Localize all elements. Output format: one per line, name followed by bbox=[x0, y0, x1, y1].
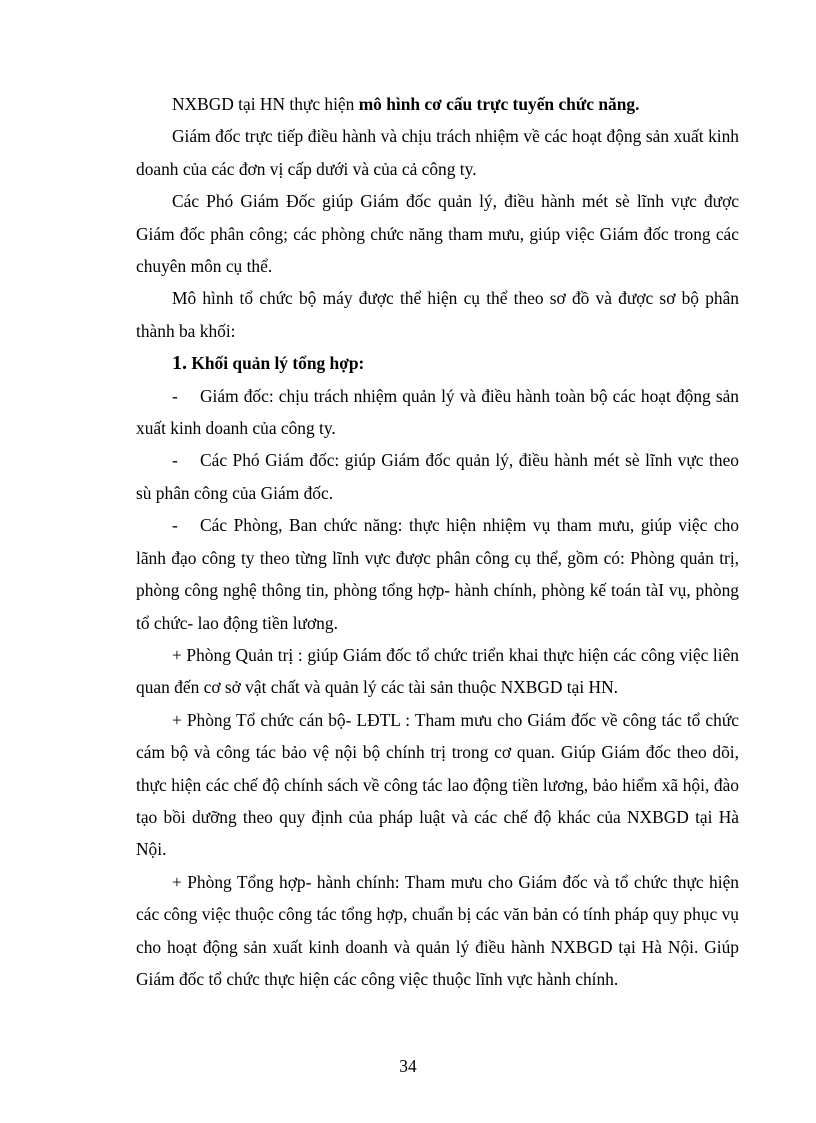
page-number: 34 bbox=[399, 1056, 417, 1076]
bullet-item-director bbox=[136, 380, 739, 445]
section-heading-number: 1. bbox=[172, 352, 187, 375]
bullet-text: Các Phó Giám đốc: giúp Giám đốc quản lý, điều hành mét sè lĩnh vực theo sù phân công của Giám đốc. bbox=[136, 450, 739, 503]
paragraph-intro bbox=[136, 88, 739, 120]
paragraph-deputy-directors: Các Phó Giám Đốc giúp Giám đốc quản lý, điều hành mét sè lĩnh vực được Giám đốc phân công; các phòng chức năng tham mưu, giúp việc Giám đốc trong các chuyên môn cụ thể. bbox=[136, 191, 739, 277]
bullet-dash: - bbox=[172, 450, 178, 471]
bullet-dash: - bbox=[172, 385, 178, 406]
paragraph-org-model: Mô hình tổ chức bộ máy được thể hiện cụ thể theo sơ đồ và được sơ bộ phân thành ba khối: bbox=[136, 288, 739, 341]
paragraph-general-admin-dept: + Phòng Tổng hợp- hành chính: Tham mưu cho Giám đốc và tổ chức thực hiện các công việc thuộc công tác tổng hợp, chuẩn bị các văn bản có tính pháp quy phục vụ cho hoạt động sản xuất kinh doanh và quản lý điều hành NXBGD tại Hà Nội. Giúp Giám đốc tổ chức thực hiện các công việc thuộc lĩnh vực hành chính. bbox=[136, 871, 739, 989]
bullet-text: Giám đốc: chịu trách nhiệm quản lý và điều hành toàn bộ các hoạt động sản xuất kinh doanh của công ty. bbox=[136, 385, 739, 439]
document-body bbox=[136, 88, 739, 995]
section-heading bbox=[136, 347, 739, 379]
bullet-text: Các Phòng, Ban chức năng: thực hiện nhiệm vụ tham mưu, giúp việc cho lãnh đạo công ty theo từng lĩnh vực được phân công cụ thể, gồm có: Phòng quản trị, phòng công nghệ thông tin, phòng tổng hợp- hành chính, phòng kế toán tàI vụ, phòng tổ chức- lao động tiền lương. bbox=[136, 515, 739, 633]
intro-text: NXBGD tại HN thực hiện bbox=[172, 94, 359, 114]
paragraph-personnel-dept: + Phòng Tổ chức cán bộ- LĐTL : Tham mưu cho Giám đốc về công tác tổ chức cám bộ và công tác bảo vệ nội bộ chính trị trong cơ quan. Giúp Giám đốc theo dõi, thực hiện các chế độ chính sách về công tác lao động tiền lương, bảo hiểm xã hội, đào tạo bồi dưỡng theo quy định của pháp luật và các chế độ khác của NXBGD tại Hà Nội. bbox=[136, 709, 739, 860]
bullet-item-deputy bbox=[136, 444, 739, 509]
paragraph-admin-dept: + Phòng Quản trị : giúp Giám đốc tổ chức triển khai thực hiện các công việc liên quan đến cơ sở vật chất và quản lý các tài sản thuộc NXBGD tại HN. bbox=[136, 644, 739, 698]
bullet-dash: - bbox=[172, 515, 178, 536]
section-heading-text: Khối quản lý tổng hợp: bbox=[187, 353, 365, 374]
intro-bold-text: mô hình cơ cấu trực tuyến chức năng. bbox=[358, 94, 640, 114]
paragraph-director: Giám đốc trực tiếp điều hành và chịu trách nhiệm về các hoạt động sản xuất kinh doanh của các đơn vị cấp dưới và của cả công ty. bbox=[136, 126, 739, 179]
bullet-item-departments bbox=[136, 509, 739, 639]
